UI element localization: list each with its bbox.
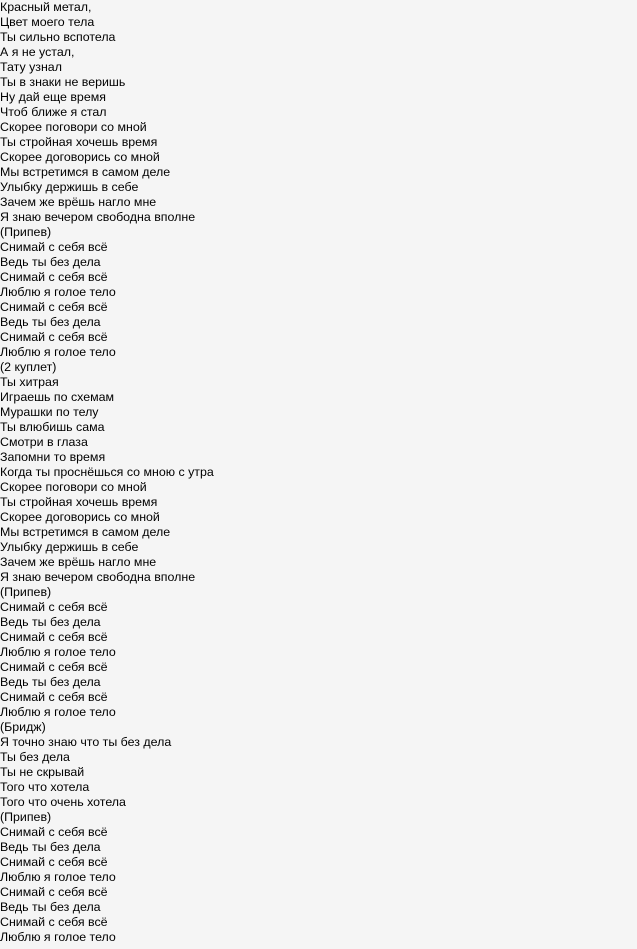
lyric-line: Ведь ты без дела bbox=[0, 615, 101, 629]
lyric-line: (Припев) bbox=[0, 810, 52, 824]
lyric-line: Снимай с себя всё bbox=[0, 600, 108, 614]
lyric-line: Я точно знаю что ты без дела bbox=[0, 735, 172, 749]
lyric-line: Играешь по схемам bbox=[0, 390, 115, 404]
lyric-line: Улыбку держишь в себе bbox=[0, 180, 139, 194]
lyric-line: (Припев) bbox=[0, 585, 52, 599]
lyric-line: Ты сильно вспотела bbox=[0, 30, 116, 44]
lyric-line: Люблю я голое тело bbox=[0, 345, 116, 359]
lyric-line: Снимай с себя всё bbox=[0, 825, 108, 839]
lyric-line: Люблю я голое тело bbox=[0, 870, 116, 884]
lyrics-text bbox=[0, 0, 214, 945]
lyric-line: Люблю я голое тело bbox=[0, 705, 116, 719]
lyric-line: Ты без дела bbox=[0, 750, 70, 764]
lyric-line: Ведь ты без дела bbox=[0, 255, 101, 269]
lyric-line: Улыбку держишь в себе bbox=[0, 540, 139, 554]
lyric-line: (2 куплет) bbox=[0, 360, 57, 374]
lyric-line: Скорее договорись со мной bbox=[0, 510, 160, 524]
lyric-line: Скорее поговори со мной bbox=[0, 480, 147, 494]
lyric-line: Ты в знаки не веришь bbox=[0, 75, 126, 89]
lyric-line: Снимай с себя всё bbox=[0, 300, 108, 314]
lyric-line: Чтоб ближе я стал bbox=[0, 105, 107, 119]
lyric-line: Зачем же врёшь нагло мне bbox=[0, 555, 157, 569]
lyric-line: Мурашки по телу bbox=[0, 405, 99, 419]
lyric-line: Тату узнал bbox=[0, 60, 62, 74]
lyric-line: Снимай с себя всё bbox=[0, 885, 108, 899]
lyric-line: Люблю я голое тело bbox=[0, 285, 116, 299]
lyric-line: Того что хотела bbox=[0, 780, 90, 794]
lyric-line: Мы встретимся в самом деле bbox=[0, 525, 171, 539]
lyric-line: Того что очень хотела bbox=[0, 795, 126, 809]
lyric-line: Ты стройная хочешь время bbox=[0, 135, 158, 149]
lyric-line: Скорее поговори со мной bbox=[0, 120, 147, 134]
lyric-line: Снимай с себя всё bbox=[0, 915, 108, 929]
lyric-line: Смотри в глаза bbox=[0, 435, 88, 449]
lyric-line: Люблю я голое тело bbox=[0, 645, 116, 659]
lyric-line: Цвет моего тела bbox=[0, 15, 95, 29]
lyric-line: Ведь ты без дела bbox=[0, 675, 101, 689]
lyric-line: Ты хитрая bbox=[0, 375, 59, 389]
lyric-line: Снимай с себя всё bbox=[0, 330, 108, 344]
lyric-line: Люблю я голое тело bbox=[0, 930, 116, 944]
lyric-line: Красный метал, bbox=[0, 0, 92, 14]
lyric-line: (Припев) bbox=[0, 225, 52, 239]
lyric-line: Ты стройная хочешь время bbox=[0, 495, 158, 509]
lyric-line: Ну дай еще время bbox=[0, 90, 106, 104]
lyric-line: Снимай с себя всё bbox=[0, 270, 108, 284]
lyric-line: Зачем же врёшь нагло мне bbox=[0, 195, 157, 209]
lyric-line: Снимай с себя всё bbox=[0, 660, 108, 674]
lyric-line: Снимай с себя всё bbox=[0, 630, 108, 644]
lyric-line: Снимай с себя всё bbox=[0, 240, 108, 254]
lyric-line: Когда ты проснёшься со мною с утра bbox=[0, 465, 214, 479]
lyric-line: Ты влюбишь сама bbox=[0, 420, 105, 434]
lyric-line: Снимай с себя всё bbox=[0, 690, 108, 704]
lyric-line: Ты не скрывай bbox=[0, 765, 85, 779]
lyric-line: Ведь ты без дела bbox=[0, 315, 101, 329]
lyric-line: Запомни то время bbox=[0, 450, 106, 464]
lyric-line: (Бридж) bbox=[0, 720, 46, 734]
lyric-line: Скорее договорись со мной bbox=[0, 150, 160, 164]
lyric-line: Мы встретимся в самом деле bbox=[0, 165, 171, 179]
lyric-line: А я не устал, bbox=[0, 45, 75, 59]
lyric-line: Ведь ты без дела bbox=[0, 900, 101, 914]
lyric-line: Снимай с себя всё bbox=[0, 855, 108, 869]
lyric-line: Я знаю вечером свободна вполне bbox=[0, 570, 196, 584]
lyric-line: Я знаю вечером свободна вполне bbox=[0, 210, 196, 224]
lyric-line: Ведь ты без дела bbox=[0, 840, 101, 854]
